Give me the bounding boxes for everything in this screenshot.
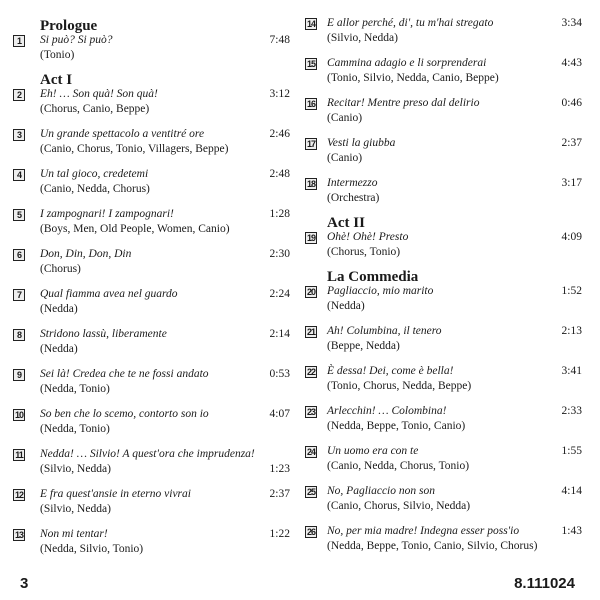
track-duration: 4:14 bbox=[561, 485, 582, 497]
section-heading: Prologue bbox=[40, 18, 98, 34]
track-performers: (Nedda) bbox=[327, 300, 365, 312]
track-title: No, Pagliaccio non son bbox=[327, 485, 435, 497]
track-performers: (Boys, Men, Old People, Women, Canio) bbox=[40, 223, 230, 235]
track-duration: 4:43 bbox=[561, 57, 582, 69]
track-number-box: 9 bbox=[13, 369, 25, 381]
track-performers: (Canio, Nedda, Chorus) bbox=[40, 183, 150, 195]
track-performers: (Nedda) bbox=[40, 343, 78, 355]
track-number-box: 24 bbox=[306, 447, 315, 457]
track-title: Eh! … Son quà! Son quà! bbox=[40, 88, 158, 100]
track-item bbox=[300, 364, 590, 394]
track-number-box: 4 bbox=[13, 169, 25, 181]
track-duration: 1:43 bbox=[561, 525, 582, 537]
track-duration: 0:53 bbox=[269, 368, 290, 380]
track-duration: 7:48 bbox=[269, 34, 290, 46]
track-title: Sei là! Credea che te ne fossi andato bbox=[40, 368, 209, 380]
track-item bbox=[0, 127, 300, 157]
track-duration: 4:09 bbox=[561, 231, 582, 243]
track-duration: 2:33 bbox=[561, 405, 582, 417]
track-performers: (Canio, Chorus, Tonio, Villagers, Beppe) bbox=[40, 143, 229, 155]
track-performers: (Tonio, Chorus, Nedda, Beppe) bbox=[327, 380, 472, 392]
track-duration: 1:28 bbox=[269, 208, 290, 220]
track-item bbox=[300, 404, 590, 434]
track-number-box: 26 bbox=[306, 527, 315, 537]
track-number-box: 22 bbox=[306, 367, 315, 377]
track-duration: 3:41 bbox=[561, 365, 582, 377]
track-item bbox=[300, 484, 590, 514]
track-item bbox=[300, 16, 590, 46]
track-item bbox=[0, 287, 300, 317]
track-performers: (Chorus) bbox=[40, 263, 81, 275]
track-performers: (Nedda, Silvio, Tonio) bbox=[40, 543, 144, 555]
track-number-box: 18 bbox=[306, 179, 315, 189]
track-title: Pagliaccio, mio marito bbox=[327, 285, 434, 297]
track-duration: 2:46 bbox=[269, 128, 290, 140]
track-item bbox=[300, 56, 590, 86]
track-duration: 1:23 bbox=[269, 463, 290, 475]
track-item bbox=[0, 247, 300, 277]
track-performers: (Canio, Chorus, Silvio, Nedda) bbox=[327, 500, 471, 512]
track-number-box: 20 bbox=[306, 287, 315, 297]
track-number-box: 11 bbox=[13, 449, 25, 461]
track-performers: (Nedda, Tonio) bbox=[40, 423, 110, 435]
section-heading: La Commedia bbox=[327, 269, 419, 285]
track-title: So ben che lo scemo, contorto son io bbox=[40, 408, 209, 420]
track-number-box: 23 bbox=[306, 407, 315, 417]
track-performers: (Chorus, Tonio) bbox=[327, 246, 401, 258]
section-heading: Act II bbox=[327, 215, 365, 231]
track-performers: (Canio) bbox=[327, 112, 363, 124]
track-number-box: 19 bbox=[306, 233, 315, 243]
track-title: Un grande spettacolo a ventitré ore bbox=[40, 128, 205, 140]
track-duration: 2:30 bbox=[269, 248, 290, 260]
track-duration: 1:22 bbox=[269, 528, 290, 540]
track-list-left-column bbox=[0, 0, 300, 567]
track-list-right-column bbox=[300, 0, 590, 564]
track-title: Stridono lassù, liberamente bbox=[40, 328, 167, 340]
track-performers: (Tonio) bbox=[40, 49, 75, 61]
track-title: Ah! Columbina, il tenero bbox=[327, 325, 442, 337]
track-item bbox=[300, 444, 590, 474]
track-performers: (Canio) bbox=[327, 152, 363, 164]
track-item bbox=[300, 284, 590, 314]
track-title: Intermezzo bbox=[327, 177, 378, 189]
track-duration: 1:55 bbox=[561, 445, 582, 457]
track-title: Un uomo era con te bbox=[327, 445, 419, 457]
track-number-box: 15 bbox=[306, 59, 315, 69]
track-item bbox=[0, 167, 300, 197]
track-performers: (Nedda, Tonio) bbox=[40, 383, 110, 395]
track-number-box: 14 bbox=[306, 19, 315, 29]
track-item bbox=[300, 524, 590, 554]
track-performers: (Tonio, Silvio, Nedda, Canio, Beppe) bbox=[327, 72, 499, 84]
track-number-box: 12 bbox=[14, 490, 23, 500]
track-performers: (Nedda, Beppe, Tonio, Canio, Silvio, Chorus) bbox=[327, 540, 538, 552]
track-item bbox=[300, 324, 590, 354]
track-item bbox=[0, 87, 300, 117]
track-performers: (Nedda, Beppe, Tonio, Canio) bbox=[327, 420, 466, 432]
track-title: Non mi tentar! bbox=[40, 528, 108, 540]
track-duration: 2:13 bbox=[561, 325, 582, 337]
track-number-box: 3 bbox=[13, 129, 25, 141]
track-item bbox=[0, 207, 300, 237]
track-title: Recitar! Mentre preso dal delirio bbox=[327, 97, 480, 109]
track-title: I zampognari! I zampognari! bbox=[40, 208, 174, 220]
track-performers: (Silvio, Nedda) bbox=[40, 503, 111, 515]
section-heading: Act I bbox=[40, 72, 73, 88]
track-item bbox=[0, 327, 300, 357]
track-performers: (Chorus, Canio, Beppe) bbox=[40, 103, 150, 115]
track-duration: 2:48 bbox=[269, 168, 290, 180]
track-item bbox=[0, 407, 300, 437]
catalog-number: 8.111024 bbox=[514, 575, 575, 592]
track-duration: 0:46 bbox=[561, 97, 582, 109]
track-number-box: 6 bbox=[13, 249, 25, 261]
track-title: È dessa! Dei, come è bella! bbox=[327, 365, 454, 377]
track-title: Don, Din, Don, Din bbox=[40, 248, 132, 260]
track-number-box: 25 bbox=[306, 487, 315, 497]
track-duration: 4:07 bbox=[269, 408, 290, 420]
track-item bbox=[0, 527, 300, 557]
track-title: E fra quest'ansie in eterno vivrai bbox=[40, 488, 191, 500]
track-item bbox=[300, 176, 590, 206]
track-duration: 1:52 bbox=[561, 285, 582, 297]
track-item bbox=[300, 136, 590, 166]
track-duration: 3:34 bbox=[561, 17, 582, 29]
track-title: Nedda! … Silvio! A quest'ora che imprudenza! bbox=[40, 448, 255, 460]
track-number-box: 13 bbox=[14, 530, 23, 540]
track-duration: 2:14 bbox=[269, 328, 290, 340]
track-number-box: 7 bbox=[13, 289, 25, 301]
track-item bbox=[0, 447, 300, 477]
track-performers: (Orchestra) bbox=[327, 192, 380, 204]
track-title: Qual fiamma avea nel guardo bbox=[40, 288, 178, 300]
track-title: No, per mia madre! Indegna esser poss'io bbox=[327, 525, 520, 537]
track-item bbox=[300, 230, 590, 260]
track-title: Un tal gioco, credetemi bbox=[40, 168, 149, 180]
track-duration: 2:37 bbox=[561, 137, 582, 149]
track-performers: (Silvio, Nedda) bbox=[40, 463, 111, 475]
page-number: 3 bbox=[20, 575, 29, 592]
track-duration: 2:24 bbox=[269, 288, 290, 300]
track-performers: (Nedda) bbox=[40, 303, 78, 315]
track-number-box: 17 bbox=[306, 139, 315, 149]
track-number-box: 8 bbox=[13, 329, 25, 341]
track-title: Vesti la giubba bbox=[327, 137, 396, 149]
track-performers: (Canio, Nedda, Chorus, Tonio) bbox=[327, 460, 470, 472]
track-number-box: 21 bbox=[306, 327, 315, 337]
track-performers: (Silvio, Nedda) bbox=[327, 32, 398, 44]
track-number-box: 2 bbox=[13, 89, 25, 101]
track-item bbox=[0, 367, 300, 397]
track-item bbox=[0, 487, 300, 517]
track-number-box: 5 bbox=[13, 209, 25, 221]
track-title: Si può? Si può? bbox=[40, 34, 113, 46]
track-item bbox=[300, 96, 590, 126]
track-title: Cammina adagio e li sorprenderai bbox=[327, 57, 487, 69]
track-item bbox=[0, 33, 300, 63]
track-number-box: 10 bbox=[14, 410, 23, 420]
track-duration: 2:37 bbox=[269, 488, 290, 500]
track-duration: 3:12 bbox=[269, 88, 290, 100]
track-duration: 3:17 bbox=[561, 177, 582, 189]
track-title: E allor perché, di', tu m'hai stregato bbox=[327, 17, 494, 29]
track-title: Arlecchin! … Colombina! bbox=[327, 405, 447, 417]
track-number-box: 16 bbox=[306, 99, 315, 109]
track-number-box: 1 bbox=[13, 35, 25, 47]
track-performers: (Beppe, Nedda) bbox=[327, 340, 400, 352]
track-title: Ohè! Ohè! Presto bbox=[327, 231, 409, 243]
